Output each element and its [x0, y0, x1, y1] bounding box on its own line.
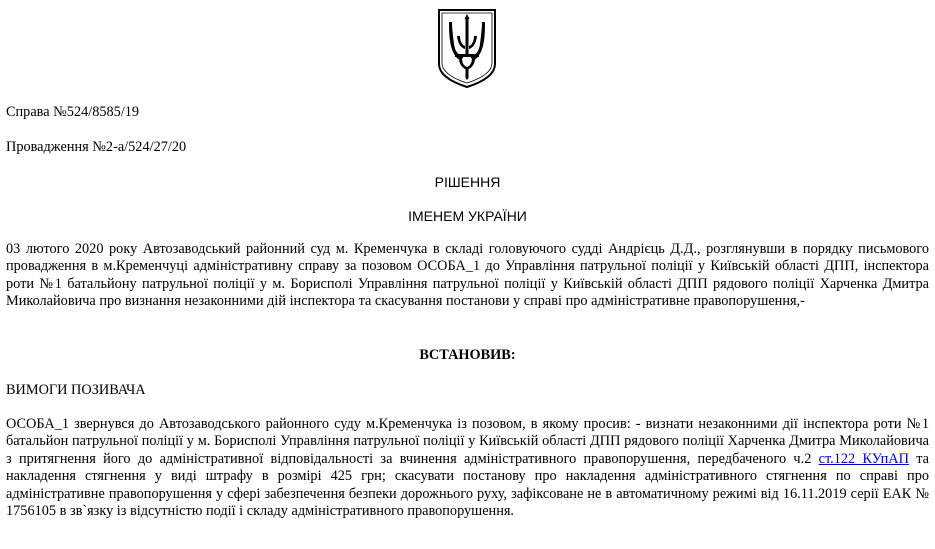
case-number: Справа №524/8585/19: [6, 104, 140, 120]
document-subtitle: ІМЕНЕМ УКРАЇНИ: [408, 208, 527, 224]
law-article-link[interactable]: ст.122 КУпАП: [818, 450, 909, 467]
proceeding-number: Провадження №2-а/524/27/20: [6, 139, 187, 155]
claim-text-after: та накладення стягнення у виді штрафу в розмірі 425 грн; скасувати постанову про накладення адміністративного стягнення по справі про адміністративне правопорушення у сфері забезпечення безпеки дорожнього руху, зафіксоване не в автоматичному режимі від 16.11.2019 серії ЕАК № 1756105 в зв`язку із відсутністю події і складу адміністративного правопорушення.: [6, 450, 929, 520]
ukraine-trident-icon: [437, 8, 497, 89]
section-heading-plaintiff-claims: ВИМОГИ ПОЗИВАЧА: [6, 382, 146, 398]
claim-text-before: ОСОБА_1 звернувся до Автозаводського районного суду м.Кременчука із позовом, в якому просив: - визнати незаконними дії інспектора роти №1 батальйон патрульної поліції у м. Борисполі Управління патрульної поліції у Київській області ДПП рядового поліції Харченка Дмитра Миколайовича з притягнення його до адміністративної відповідальності за вчинення адміністративного правопорушення, передбаченого ч.2: [6, 416, 929, 467]
established-heading: ВСТАНОВИВ:: [419, 347, 516, 363]
intro-paragraph: 03 лютого 2020 року Автозаводський районний суд м. Кременчука в складі головуючого судді Андрієць Д.Д., розглянувши в порядку письмового провадження в м.Кременчуці адміністративну справу за позовом ОСОБА_1 до Управління патрульної поліції у Київській області ДПП, інспектора роти №1 батальйону патрульної поліції у м. Борисполі Управління патрульної поліції у Київській області ДПП рядового поліції Харченка Дмитра Миколайовича про визнання незаконними дій інспектора та скасування постанови у справі про адміністративне правопорушення,-: [6, 241, 929, 310]
document-title: РІШЕННЯ: [434, 174, 501, 190]
claim-paragraph: [6, 416, 929, 520]
